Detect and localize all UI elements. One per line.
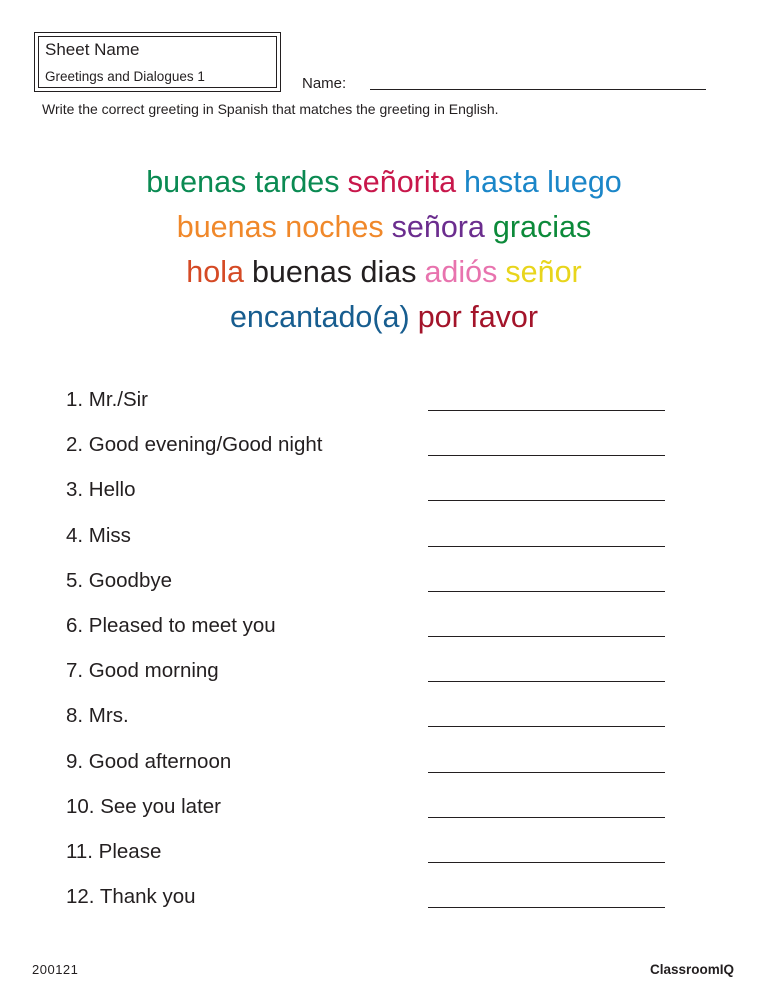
answer-line[interactable] [428,772,665,773]
word-bank-word: buenas tardes [146,165,340,199]
answer-line[interactable] [428,636,665,637]
word-bank [0,160,768,340]
answer-line[interactable] [428,500,665,501]
question-text: 10. See you later [66,794,221,818]
question-text: 6. Pleased to meet you [66,613,276,637]
worksheet-id: 200121 [32,962,79,977]
word-bank-word: señora [391,210,485,244]
word-bank-word: buenas dias [251,255,417,289]
answer-line[interactable] [428,726,665,727]
question-row [66,567,686,612]
word-bank-word: gracias [492,210,592,244]
answer-line[interactable] [428,681,665,682]
answer-line[interactable] [428,862,665,863]
word-bank-word: señor [505,255,582,289]
question-text: 5. Goodbye [66,568,172,592]
question-row [66,883,686,928]
question-list [66,386,686,928]
question-row [66,476,686,521]
word-bank-row [0,160,768,205]
word-bank-word: encantado(a) [229,300,410,334]
sheet-name-box-inner-border [38,36,277,88]
word-bank-word: adiós [424,255,498,289]
question-text: 3. Hello [66,478,136,502]
question-text: 8. Mrs. [66,704,129,728]
question-text: 1. Mr./Sir [66,388,149,411]
question-row [66,386,686,431]
question-row [66,702,686,747]
question-text: 11. Please [66,839,162,863]
question-row [66,612,686,657]
sheet-name-box [34,32,281,92]
question-row [66,522,686,567]
instructions: Write the correct greeting in Spanish that matches the greeting in English. [42,101,499,117]
question-text: 12. Thank you [66,885,196,909]
answer-line[interactable] [428,410,665,411]
sheet-name-label: Sheet Name [45,40,140,59]
answer-line[interactable] [428,455,665,456]
word-bank-row [0,205,768,250]
question-row [66,793,686,838]
question-text: 2. Good evening/Good night [66,433,323,457]
question-row [66,657,686,702]
word-bank-word: por favor [417,300,539,334]
answer-line[interactable] [428,907,665,908]
question-row [66,838,686,883]
word-bank-word: buenas noches [176,210,384,244]
sheet-title: Greetings and Dialogues 1 [45,69,205,84]
answer-line[interactable] [428,591,665,592]
word-bank-word: hasta luego [464,165,622,199]
answer-line[interactable] [428,546,665,547]
question-row [66,748,686,793]
word-bank-word: señorita [347,165,457,199]
name-label: Name: [302,75,347,92]
question-text: 7. Good morning [66,659,219,683]
question-text: 4. Miss [66,523,131,547]
name-answer-line[interactable] [370,89,706,90]
word-bank-word: hola [186,255,244,289]
question-row [66,431,686,476]
answer-line[interactable] [428,817,665,818]
question-text: 9. Good afternoon [66,749,232,773]
word-bank-row [0,250,768,295]
word-bank-row [0,295,768,340]
brand-logo-text: ClassroomIQ [649,962,734,977]
